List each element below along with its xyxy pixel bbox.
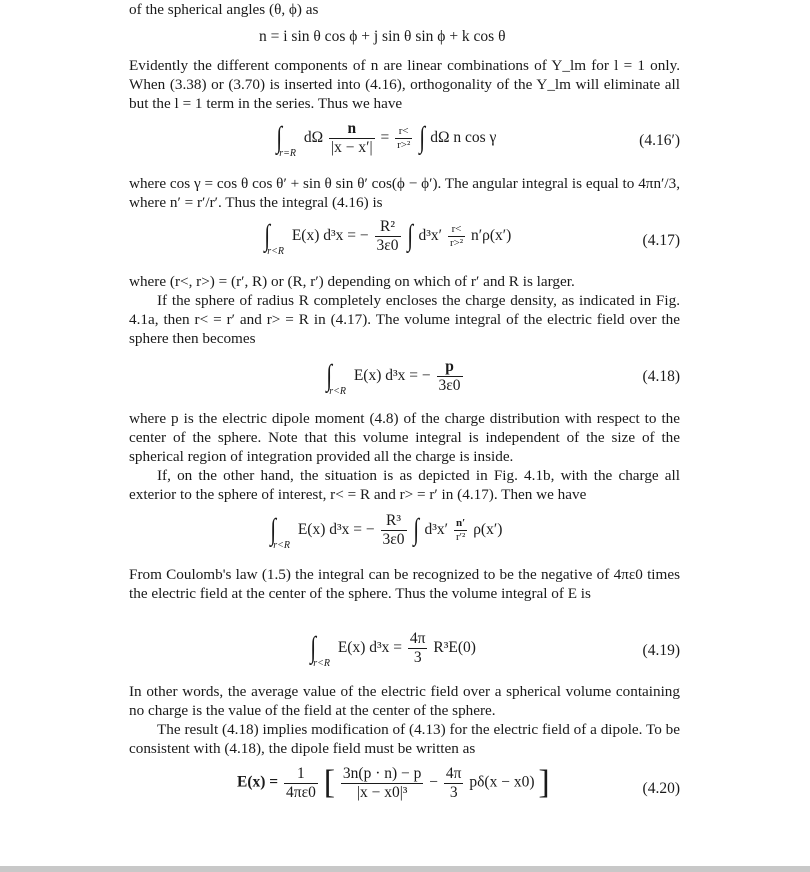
integral-sign: ∫ — [276, 121, 282, 155]
paragraph-where-r: where (r<, r>) = (r′, R) or (R, r′) depending on which of r′ and R is larger. — [129, 273, 575, 290]
equation-n-text: n = i sin θ cos ϕ + j sin θ sin ϕ + k cos θ — [259, 28, 506, 45]
equation-number-4-20: (4.20) — [642, 780, 680, 797]
paragraph-dipole-moment: where p is the electric dipole moment (4.8) of the charge distribution with respect to the center of the sphere. Note that this volume integral is independent of the size of the spherical region of integration provided all the charge is inside. — [129, 410, 680, 466]
integral-limit: r<R — [267, 245, 284, 257]
equation-4-16-prime: $\int_{r=R}$ dΩ $\frac{n}{|x - x'|}$ = $\frac{r<}{\text{r>²}}$ ∫ dΩ n cos γ (4.16′) — [276, 120, 680, 159]
left-bracket: [ — [323, 764, 336, 801]
paragraph-modification: The result (4.18) implies modification of (4.13) for the electric field of a dipole. To be consistent with (4.18), the dipole field must be written as — [129, 721, 680, 758]
equation-number-4-18: (4.18) — [642, 368, 680, 385]
paragraph-cos-gamma: where cos γ = cos θ cos θ′ + sin θ sin θ′ cos(ϕ − ϕ′). The angular integral is equal to 4πn′/3, where n′ = r′/r′. Thus the integral (4.16) is — [129, 175, 680, 212]
equation-exterior: $\int_{r<R}$ E(x) d³x = − $\frac{\text{R³}}{3\varepsilon 0}$ ∫ d³x′ $\frac{n'}{\text{r′²}}$ ρ(x′) — [270, 512, 503, 551]
equation-4-19: $\int_{r<R}$ E(x) d³x = $\frac{4\pi}{3}$ R³E(0) (4.19) — [310, 630, 680, 669]
d-omega: dΩ — [303, 128, 324, 146]
equation-number-4-17: (4.17) — [642, 232, 680, 249]
paragraph-exterior-charge: If, on the other hand, the situation is as depicted in Fig. 4.1b, with the charge all exterior to the sphere of interest, r< = R and r> = r′ in (4.17). Then we have — [129, 467, 680, 504]
fraction-n-over-x: $\frac{n}{|x - x'|}$ — [331, 120, 373, 156]
paragraph-evidently: Evidently the different components of n are linear combinations of Y_lm for l = 1 only. When (3.38) or (3.70) is inserted into (4.16), orthogonality of the Y_lm will eliminate all but the l = 1 term in the series. Thus we have — [129, 57, 680, 113]
fraction-r2-over-3eps: $\frac{\text{R²}}{3\varepsilon 0}$ — [376, 218, 399, 254]
equation-4-18: $\int_{r<R}$ E(x) d³x = − $\frac{p}{3\varepsilon 0}$ (4.18) — [326, 358, 680, 397]
paragraph-coulomb: From Coulomb's law (1.5) the integral can be recognized to be the negative of 4πε0 times the electric field at the center of the sphere. Thus the volume integral of E is — [129, 566, 680, 603]
integral-sign: ∫ — [264, 219, 270, 253]
equation-n-definition — [129, 28, 680, 50]
paragraph-sphere-encloses: If the sphere of radius R completely encloses the charge density, as indicated in Fig. 4.1a, then r< = r′ and r> = R in (4.17). The volume integral of the electric field over the sphere then becomes — [129, 292, 680, 348]
paragraph-average-value: In other words, the average value of the electric field over a spherical volume containing no charge is the value of the field at the center of the sphere. — [129, 683, 680, 720]
integral-limit: r=R — [279, 147, 296, 159]
fraction-p-over-3eps: $\frac{p}{3\varepsilon 0}$ — [438, 358, 461, 394]
right-bracket: ] — [538, 764, 550, 801]
equation-number-4-16-prime: (4.16′) — [639, 132, 680, 149]
fraction-r-lt-r-gt: $\frac{r<}{\text{r>²}}$ — [397, 125, 411, 151]
page-bottom-bar — [0, 866, 810, 872]
equation-4-20: E(x) = $\frac{1}{4\pi\varepsilon 0}$ [ $\frac{3n(p \cdot n) - p}{\text{|x − x0|³}}$ − $\frac{4\pi}{3}$ pδ(x − x0) ] (4.20) — [237, 764, 680, 801]
equation-number-4-19: (4.19) — [642, 642, 680, 659]
rhs-n-cos-gamma: dΩ n cos γ — [430, 128, 497, 146]
text-line-angles: of the spherical angles (θ, ϕ) as — [129, 1, 319, 18]
equation-4-17: $\int_{r<R}$ E(x) d³x = − $\frac{\text{R²}}{3\varepsilon 0}$ ∫ d³x′ $\frac{r<}{\text{r>²}}$ n′ρ(x′) (4.17) — [264, 218, 680, 257]
